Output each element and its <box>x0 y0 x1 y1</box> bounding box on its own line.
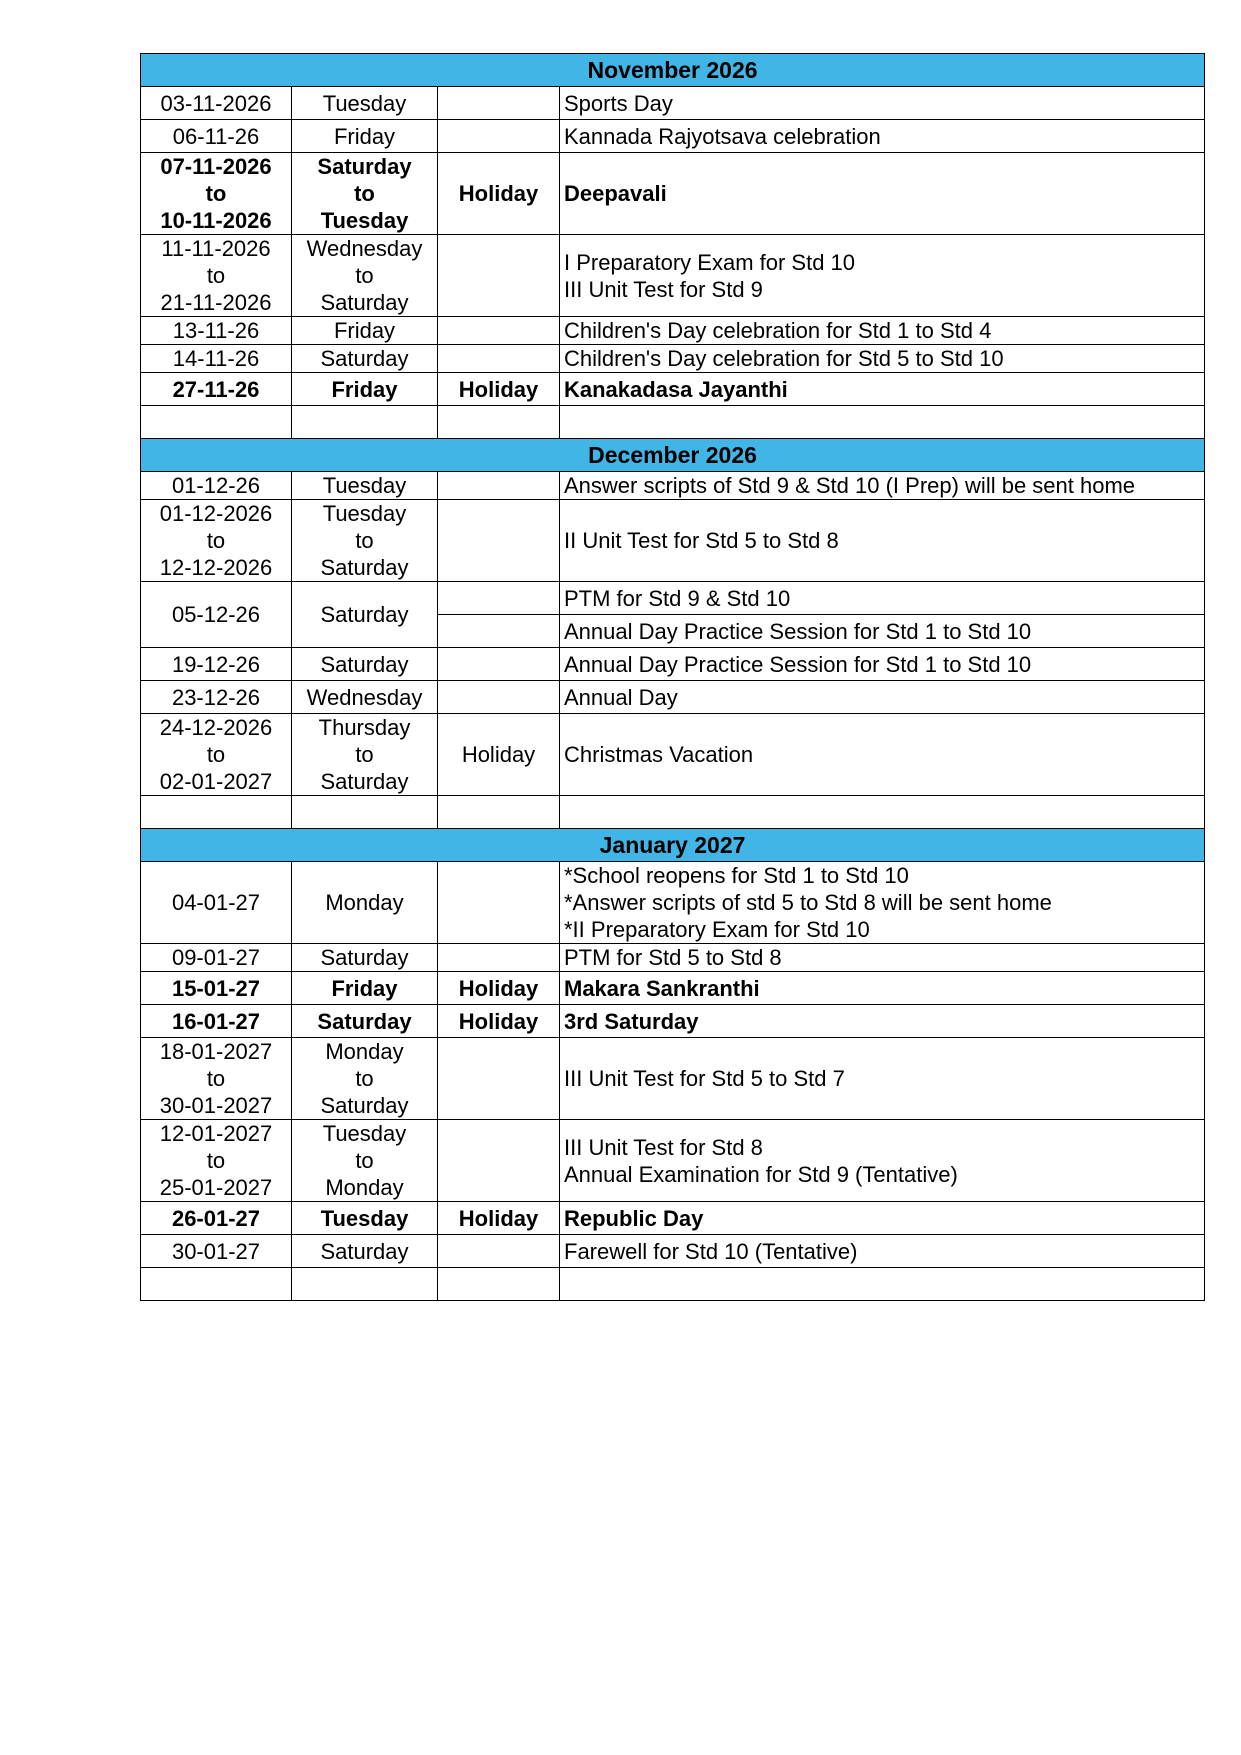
day-cell-line: Tuesday <box>322 501 407 526</box>
day-cell-line: Saturday <box>320 290 409 315</box>
day-cell-line: Saturday <box>320 1093 409 1118</box>
event-cell-line: Answer scripts of Std 9 & Std 10 (I Prep) will be sent home <box>564 473 1136 498</box>
holiday-cell <box>438 1235 560 1268</box>
event-cell <box>560 1005 1205 1038</box>
event-cell <box>560 373 1205 406</box>
table-row <box>141 373 1205 406</box>
event-cell <box>560 648 1205 681</box>
holiday-cell <box>438 615 560 648</box>
holiday-cell <box>438 944 560 972</box>
date-cell-line: 30-01-27 <box>171 1238 261 1264</box>
day-cell-line: Friday <box>331 975 398 1001</box>
date-cell-line: 01-12-26 <box>171 473 261 498</box>
event-cell <box>560 1120 1205 1202</box>
date-cell <box>141 87 292 120</box>
table-row <box>141 235 1205 317</box>
event-cell-line: Annual Day Practice Session for Std 1 to Std 10 <box>564 651 1032 677</box>
calendar-table <box>140 53 1205 1301</box>
date-cell <box>141 796 292 829</box>
table-row <box>141 1202 1205 1235</box>
date-cell-line: 02-01-2027 <box>159 769 273 794</box>
date-cell <box>141 714 292 796</box>
event-cell-line: Kanakadasa Jayanthi <box>564 376 788 402</box>
event-cell <box>560 406 1205 439</box>
day-cell <box>292 714 438 796</box>
date-cell-line: to <box>206 1148 226 1173</box>
date-cell <box>141 1005 292 1038</box>
date-cell-line: 16-01-27 <box>171 1008 261 1034</box>
table-row <box>141 1120 1205 1202</box>
day-cell-line: Friday <box>333 318 396 343</box>
event-cell-line: PTM for Std 5 to Std 8 <box>564 945 782 970</box>
day-cell-line: Monday <box>325 890 404 915</box>
day-cell <box>292 1235 438 1268</box>
holiday-cell <box>438 120 560 153</box>
day-cell-line: Friday <box>331 376 398 402</box>
date-cell <box>141 345 292 373</box>
event-cell <box>560 235 1205 317</box>
holiday-cell <box>438 862 560 944</box>
event-cell <box>560 120 1205 153</box>
day-cell-line: to <box>355 742 374 767</box>
holiday-cell <box>438 796 560 829</box>
event-cell-line: Annual Day <box>564 684 678 710</box>
day-cell <box>292 1005 438 1038</box>
holiday-cell <box>438 345 560 373</box>
month-header-january-2027 <box>141 829 1205 862</box>
date-cell-line: 24-12-2026 <box>159 715 273 740</box>
day-cell-line: Tuesday <box>322 473 407 498</box>
date-cell <box>141 120 292 153</box>
date-cell <box>141 373 292 406</box>
date-cell <box>141 681 292 714</box>
date-cell-line: to <box>205 181 227 206</box>
date-cell <box>141 1120 292 1202</box>
table-row <box>141 345 1205 373</box>
day-cell <box>292 648 438 681</box>
date-cell-line: 21-11-2026 <box>160 290 272 315</box>
day-cell-line: Tuesday <box>322 1121 407 1146</box>
date-cell <box>141 1038 292 1120</box>
holiday-cell <box>438 500 560 582</box>
event-cell-line: Annual Examination for Std 9 (Tentative) <box>564 1161 958 1187</box>
event-cell-line: Children's Day celebration for Std 1 to Std 4 <box>564 318 992 343</box>
holiday-cell <box>438 1038 560 1120</box>
holiday-cell: Holiday <box>438 153 560 235</box>
event-cell <box>560 345 1205 373</box>
date-cell-line: 26-01-27 <box>171 1205 261 1231</box>
date-cell <box>141 317 292 345</box>
table-row <box>141 582 1205 615</box>
holiday-cell <box>438 87 560 120</box>
day-cell-line: Wednesday <box>306 684 423 710</box>
holiday-cell: Holiday <box>438 714 560 796</box>
table-row <box>141 1038 1205 1120</box>
table-row <box>141 153 1205 235</box>
day-cell-line: to <box>355 263 374 288</box>
day-cell-line: Saturday <box>320 346 409 371</box>
date-cell-line: 13-11-26 <box>172 318 260 343</box>
day-cell <box>292 972 438 1005</box>
holiday-cell <box>438 1268 560 1301</box>
date-cell-line: 14-11-26 <box>172 346 260 371</box>
date-cell-line: 30-01-2027 <box>159 1093 273 1118</box>
date-cell-line: 12-01-2027 <box>159 1121 273 1146</box>
day-cell-line: Saturday <box>320 945 409 970</box>
date-cell-line: 15-01-27 <box>171 975 261 1001</box>
holiday-cell <box>438 406 560 439</box>
event-cell <box>560 317 1205 345</box>
event-cell <box>560 972 1205 1005</box>
event-cell <box>560 500 1205 582</box>
event-cell <box>560 1038 1205 1120</box>
table-row <box>141 1268 1205 1301</box>
event-cell-line: III Unit Test for Std 8 <box>564 1134 763 1160</box>
day-cell-line: Saturday <box>320 651 409 677</box>
month-header-december-2026 <box>141 439 1205 472</box>
date-cell <box>141 1268 292 1301</box>
date-cell-line: to <box>206 742 226 767</box>
date-cell <box>141 1235 292 1268</box>
event-cell-line: PTM for Std 9 & Std 10 <box>564 585 791 611</box>
table-row <box>141 406 1205 439</box>
holiday-cell <box>438 472 560 500</box>
month-title: December 2026 <box>141 439 1205 472</box>
table-row <box>141 472 1205 500</box>
day-cell <box>292 317 438 345</box>
event-cell-line: Annual Day Practice Session for Std 1 to Std 10 <box>564 618 1032 644</box>
day-cell <box>292 153 438 235</box>
table-row <box>141 120 1205 153</box>
date-cell-line: 05-12-26 <box>171 602 261 627</box>
day-cell-line: Saturday <box>320 602 409 627</box>
event-cell <box>560 944 1205 972</box>
date-cell <box>141 472 292 500</box>
event-cell-line: III Unit Test for Std 9 <box>564 276 763 302</box>
table-row <box>141 87 1205 120</box>
calendar-body <box>141 54 1205 1301</box>
date-cell-line: 04-01-27 <box>171 890 261 915</box>
day-cell-line: to <box>354 181 375 206</box>
date-cell-line: to <box>206 528 226 553</box>
day-cell-line: Saturday <box>320 555 409 580</box>
day-cell-line: Monday <box>325 1175 404 1200</box>
event-cell <box>560 1268 1205 1301</box>
event-cell-line: Children's Day celebration for Std 5 to Std 10 <box>564 346 1004 371</box>
month-header-november-2026 <box>141 54 1205 87</box>
day-cell <box>292 1120 438 1202</box>
day-cell <box>292 944 438 972</box>
event-cell <box>560 1202 1205 1235</box>
day-cell-line: Saturday <box>317 154 412 179</box>
event-cell-line: II Unit Test for Std 5 to Std 8 <box>564 528 839 553</box>
event-cell-line: Christmas Vacation <box>564 742 754 767</box>
date-cell-line: 25-01-2027 <box>159 1175 273 1200</box>
date-cell <box>141 406 292 439</box>
event-cell-line: *Answer scripts of std 5 to Std 8 will be sent home <box>564 890 1052 915</box>
day-cell-line: Saturday <box>320 1238 409 1264</box>
date-cell-line: 18-01-2027 <box>159 1039 273 1064</box>
event-cell <box>560 714 1205 796</box>
day-cell <box>292 345 438 373</box>
date-cell-line: 23-12-26 <box>171 684 261 710</box>
event-cell-line: III Unit Test for Std 5 to Std 7 <box>564 1066 845 1091</box>
day-cell <box>292 796 438 829</box>
table-row <box>141 944 1205 972</box>
table-row <box>141 714 1205 796</box>
day-cell <box>292 1202 438 1235</box>
day-cell-line: Tuesday <box>320 208 409 233</box>
table-row <box>141 500 1205 582</box>
date-cell <box>141 235 292 317</box>
day-cell-line: Wednesday <box>306 236 423 261</box>
date-cell-line: to <box>206 1066 226 1091</box>
day-cell-line: to <box>355 528 374 553</box>
date-cell-line: 03-11-2026 <box>160 90 272 116</box>
date-cell-line: 01-12-2026 <box>159 501 273 526</box>
event-cell-line: Sports Day <box>564 90 673 116</box>
event-cell <box>560 615 1205 648</box>
day-cell <box>292 862 438 944</box>
event-cell-line: *II Preparatory Exam for Std 10 <box>564 917 870 942</box>
day-cell <box>292 120 438 153</box>
event-cell-line: Deepavali <box>564 181 667 206</box>
event-cell <box>560 87 1205 120</box>
day-cell-line: Saturday <box>320 769 409 794</box>
event-cell-line: *School reopens for Std 1 to Std 10 <box>564 863 909 888</box>
month-title: November 2026 <box>141 54 1205 87</box>
event-cell <box>560 472 1205 500</box>
holiday-cell <box>438 235 560 317</box>
date-cell <box>141 500 292 582</box>
holiday-cell <box>438 1120 560 1202</box>
event-cell <box>560 153 1205 235</box>
day-cell <box>292 681 438 714</box>
holiday-cell: Holiday <box>438 373 560 406</box>
event-cell <box>560 681 1205 714</box>
date-cell <box>141 648 292 681</box>
day-cell <box>292 500 438 582</box>
event-cell-line: 3rd Saturday <box>564 1008 699 1034</box>
day-cell <box>292 235 438 317</box>
date-cell <box>141 582 292 648</box>
day-cell-line: Monday <box>325 1039 404 1064</box>
day-cell-line: to <box>355 1148 374 1173</box>
date-cell <box>141 972 292 1005</box>
holiday-cell: Holiday <box>438 1005 560 1038</box>
table-row <box>141 648 1205 681</box>
holiday-cell <box>438 648 560 681</box>
day-cell-line: Tuesday <box>320 1205 409 1231</box>
event-cell-line: I Preparatory Exam for Std 10 <box>564 249 856 275</box>
date-cell <box>141 862 292 944</box>
date-cell-line: 10-11-2026 <box>160 208 272 233</box>
event-cell-line: Kannada Rajyotsava celebration <box>564 123 881 149</box>
date-cell-line: 06-11-26 <box>172 123 260 149</box>
table-row <box>141 1235 1205 1268</box>
table-row <box>141 317 1205 345</box>
day-cell <box>292 582 438 648</box>
day-cell-line: Thursday <box>318 715 411 740</box>
date-cell-line: 27-11-26 <box>172 376 260 402</box>
holiday-cell <box>438 681 560 714</box>
event-cell <box>560 1235 1205 1268</box>
event-cell-line: Republic Day <box>564 1205 704 1231</box>
day-cell-line: Tuesday <box>322 90 407 116</box>
date-cell-line: 07-11-2026 <box>160 154 272 179</box>
holiday-cell: Holiday <box>438 1202 560 1235</box>
event-cell <box>560 862 1205 944</box>
event-cell-line: Makara Sankranthi <box>564 975 760 1001</box>
date-cell <box>141 944 292 972</box>
table-row <box>141 972 1205 1005</box>
day-cell <box>292 87 438 120</box>
day-cell <box>292 1268 438 1301</box>
day-cell <box>292 406 438 439</box>
table-row <box>141 796 1205 829</box>
event-cell <box>560 582 1205 615</box>
table-row <box>141 681 1205 714</box>
day-cell-line: Friday <box>333 123 396 149</box>
event-cell <box>560 796 1205 829</box>
day-cell <box>292 373 438 406</box>
table-row <box>141 862 1205 944</box>
day-cell-line: Saturday <box>317 1008 412 1034</box>
holiday-cell: Holiday <box>438 972 560 1005</box>
table-row <box>141 1005 1205 1038</box>
date-cell-line: 11-11-2026 <box>161 236 271 261</box>
holiday-cell <box>438 582 560 615</box>
day-cell <box>292 472 438 500</box>
event-cell-line: Farewell for Std 10 (Tentative) <box>564 1238 858 1264</box>
date-cell-line: 12-12-2026 <box>159 555 273 580</box>
date-cell-line: 09-01-27 <box>171 945 261 970</box>
holiday-cell <box>438 317 560 345</box>
date-cell <box>141 153 292 235</box>
day-cell <box>292 1038 438 1120</box>
month-title: January 2027 <box>141 829 1205 862</box>
date-cell-line: 19-12-26 <box>171 651 261 677</box>
date-cell-line: to <box>206 263 226 288</box>
day-cell-line: to <box>355 1066 374 1091</box>
date-cell <box>141 1202 292 1235</box>
